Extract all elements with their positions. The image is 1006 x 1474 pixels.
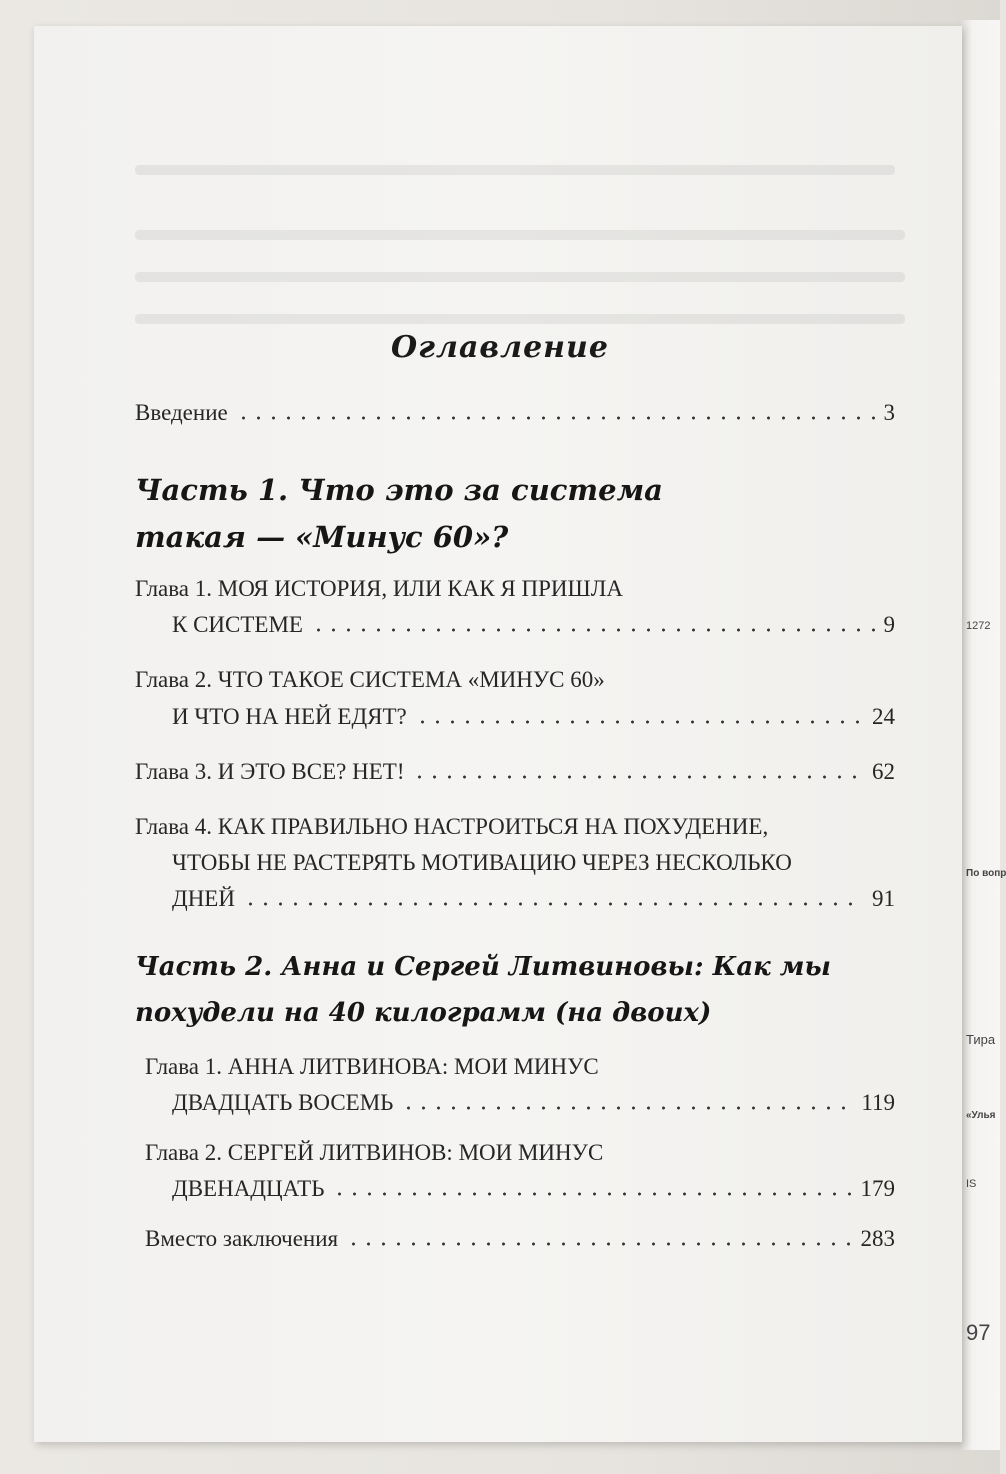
dot-leader [332,1192,852,1196]
toc-entry-label: ДВЕНАДЦАТЬ [172,1176,325,1201]
chapter-2-1-line-1: Глава 1. АННА ЛИТВИНОВА: МОИ МИНУС [145,1054,599,1079]
chapter-1-2-line-1: Глава 2. ЧТО ТАКОЕ СИСТЕМА «МИНУС 60» [135,667,605,692]
toc-entry-label: Вместо заключения [145,1226,339,1251]
chapter-1-4-line-2: ЧТОБЫ НЕ РАСТЕРЯТЬ МОТИВАЦИЮ ЧЕРЕЗ НЕСКОЛЬКО [172,850,792,875]
toc-title: Оглавление [391,330,609,365]
chapter-2-2-line-1: Глава 2. СЕРГЕЙ ЛИТВИНОВ: МОИ МИНУС [145,1140,604,1165]
show-through-line [135,272,905,282]
toc-entry-outro [145,1226,895,1252]
toc-page-number: 119 [861,1090,895,1115]
part-2-title-line-1: Часть 2. Анна и Сергей Литвиновы: Как мы [135,952,831,982]
toc-entry-label: Глава 3. И ЭТО ВСЕ? НЕТ! [135,759,405,784]
edge-fragment: Тира [966,1032,996,1047]
toc-page-number: 91 [872,886,895,911]
show-through-line [135,165,895,175]
toc-entry-label: Введение [135,400,228,425]
dot-leader [346,1242,852,1246]
toc-page-number: 62 [872,759,895,784]
toc-page-number: 24 [872,704,895,729]
toc-entry-chapter-1-3 [135,759,895,785]
toc-page-number: 3 [883,400,895,425]
toc-entry-label: ДНЕЙ [172,886,235,911]
toc-entry-label: К СИСТЕМЕ [172,612,303,637]
part-2-title-line-2: похудели на 40 килограмм (на двоих) [135,998,712,1028]
toc-page-number: 9 [883,612,895,637]
part-1-title-line-1: Часть 1. Что это за система [135,473,663,507]
show-through-line [135,314,905,324]
dot-leader [401,1106,853,1110]
edge-fragment: По вопр [966,868,1006,879]
chapter-1-1-line-1: Глава 1. МОЯ ИСТОРИЯ, ИЛИ КАК Я ПРИШЛА [135,576,623,601]
dot-leader [412,775,864,779]
edge-fragment: 97 [966,1320,991,1345]
show-through-line [135,230,905,240]
toc-entry-label: И ЧТО НА НЕЙ ЕДЯТ? [172,704,407,729]
toc-entry-chapter-1-2 [172,704,895,730]
toc-page-number: 283 [860,1226,895,1251]
dot-leader [243,902,864,906]
toc-page-number: 179 [860,1176,895,1201]
toc-entry-chapter-1-1 [172,612,895,638]
chapter-1-4-line-1: Глава 4. КАК ПРАВИЛЬНО НАСТРОИТЬСЯ НА ПОХУДЕНИЕ, [135,814,769,839]
edge-fragment: IS [966,1178,977,1190]
dot-leader [311,628,876,632]
dot-leader [415,720,864,724]
edge-fragment: «Улья [966,1110,996,1121]
toc-entry-intro [135,400,895,426]
dot-leader [236,416,876,420]
toc-entry-chapter-2-1 [172,1090,895,1116]
toc-entry-chapter-2-2 [172,1176,895,1202]
toc-entry-label: ДВАДЦАТЬ ВОСЕМЬ [172,1090,394,1115]
edge-fragment: 1272 [966,620,991,632]
toc-entry-chapter-1-4 [172,886,895,912]
next-page-text-fragments [966,620,1006,1420]
part-1-title-line-2: такая — «Минус 60»? [135,520,509,554]
